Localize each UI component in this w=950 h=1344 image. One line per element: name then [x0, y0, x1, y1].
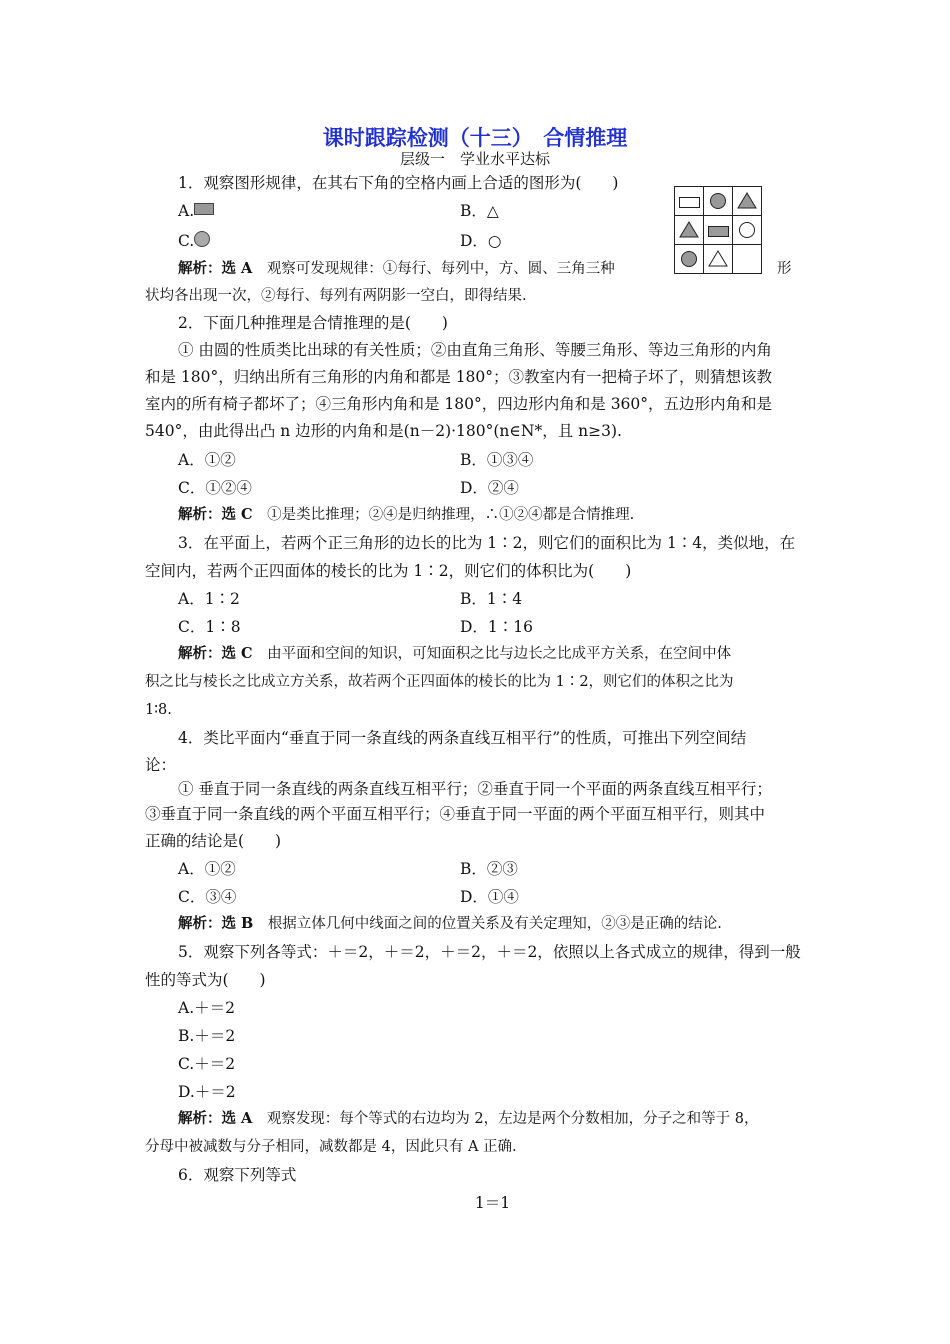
- q3-analysis-line1: [178, 643, 731, 665]
- analysis-text: 观察发现：每个等式的右边均为 2，左边是两个分数相加，分子之和等于 8，: [266, 1111, 759, 1127]
- q3-option-d: D．1∶16: [460, 618, 534, 636]
- q5-line1: 5．观察下列各等式：＋＝2，＋＝2，＋＝2，＋＝2，依照以上各式成立的规律，得到一般: [178, 943, 801, 961]
- q4-line4: ③垂直于同一条直线的两个平面互相平行；④垂直于同一平面的两个平面互相平行，则其中: [145, 805, 766, 823]
- q5-line2: 性的等式为( ): [145, 971, 266, 989]
- grid-cell: [732, 215, 762, 245]
- analysis-label: 解析：选 A: [178, 260, 253, 277]
- q1-option-c: [178, 230, 210, 252]
- grid-cell: [703, 215, 733, 245]
- q2-option-b: B．①③④: [460, 451, 534, 469]
- analysis-text: 观察可发现规律：①每行、每列中，方、圆、三角三种: [266, 261, 615, 277]
- q5-option-b: B.＋＝2: [178, 1027, 236, 1045]
- q1-option-b: B．△: [460, 202, 499, 220]
- pattern-grid-figure: [674, 186, 818, 273]
- page-subtitle: 层级一 学业水平达标: [399, 150, 550, 168]
- q2-line1: ① 由圆的性质类比出球的有关性质；②由直角三角形、等腰三角形、等边三角形的内角: [178, 341, 772, 359]
- q1-option-a-label: A.: [178, 202, 195, 220]
- gray-triangle-icon: [675, 216, 703, 244]
- q4-option-d: D．①④: [460, 888, 519, 906]
- white-triangle-icon: [704, 245, 732, 273]
- page-title: 课时跟踪检测（十三） 合情推理: [322, 126, 628, 150]
- q2-line3: 室内的所有椅子都坏了；④三角形内角和是 180°，四边形内角和是 360°，五边形内角和是: [145, 395, 773, 413]
- q6-stem: 6．观察下列等式: [178, 1166, 297, 1184]
- q3-option-c: C．1∶8: [178, 618, 241, 636]
- q5-analysis-line2: 分母中被减数与分子相同，减数都是 4，因此只有 A 正确.: [145, 1139, 517, 1155]
- grid-cell: [674, 215, 704, 245]
- q3-analysis-line3: 1∶8.: [145, 702, 172, 718]
- q4-line2: 论：: [145, 756, 177, 774]
- q1-analysis-line1-end: 形: [777, 261, 792, 277]
- gray-circle-icon: [194, 231, 210, 247]
- q3-line1: 3．在平面上，若两个正三角形的边长的比为 1∶2，则它们的面积比为 1∶4，类似地，在: [178, 534, 796, 552]
- grid-cell: [674, 186, 704, 216]
- q1-analysis-line1: [178, 258, 615, 280]
- grid-cell: [703, 244, 733, 274]
- gray-rectangle-icon: [708, 226, 729, 237]
- q4-analysis: [178, 913, 722, 935]
- analysis-text: 由平面和空间的知识，可知面积之比与边长之比成平方关系，在空间中体: [267, 646, 732, 662]
- q5-option-c: C.＋＝2: [178, 1055, 236, 1073]
- q5-option-a: A.＋＝2: [178, 999, 235, 1017]
- q4-line3: ① 垂直于同一条直线的两条直线互相平行；②垂直于同一个平面的两条直线互相平行；: [178, 780, 772, 798]
- q2-stem: 2．下面几种推理是合情推理的是( ): [178, 314, 448, 332]
- grid-cell: [732, 186, 762, 216]
- q2-option-a: A．①②: [178, 451, 236, 469]
- q1-option-a: [178, 200, 214, 222]
- q3-analysis-line2: 积之比与棱长之比成立方关系，故若两个正四面体的棱长的比为 1∶2，则它们的体积之比为: [145, 674, 734, 690]
- q2-option-d: D．②④: [460, 479, 519, 497]
- q3-option-a: A．1∶2: [178, 590, 240, 608]
- q3-option-b: B．1∶4: [460, 590, 523, 608]
- grid-cell: [703, 186, 733, 216]
- q5-analysis-line1: [178, 1108, 758, 1130]
- analysis-label: 解析：选 C: [178, 506, 253, 523]
- q1-stem: 1．观察图形规律，在其右下角的空格内画上合适的图形为( ): [178, 174, 619, 192]
- q1-option-c-label: C.: [178, 232, 195, 250]
- gray-circle-icon: [681, 251, 697, 267]
- gray-rectangle-icon: [194, 203, 214, 215]
- q1-analysis-line2: 状均各出现一次，②每行、每列有两阴影一空白，即得结果.: [145, 288, 527, 304]
- analysis-text: ①是类比推理；②④是归纳推理，∴①②④都是合情推理.: [267, 507, 635, 523]
- q2-option-c: C．①②④: [178, 479, 252, 497]
- q4-option-a: A．①②: [178, 860, 236, 878]
- q4-line5: 正确的结论是( ): [145, 832, 282, 850]
- q2-analysis: [178, 504, 634, 526]
- grid-cell: [674, 244, 704, 274]
- analysis-label: 解析：选 C: [178, 645, 253, 662]
- q2-line4: 540°，由此得出凸 n 边形的内角和是(n－2)·180°(n∈N*，且 n≥3).: [145, 422, 622, 440]
- analysis-label: 解析：选 B: [178, 915, 254, 932]
- q4-line1: 4．类比平面内“垂直于同一条直线的两条直线互相平行”的性质，可推出下列空间结: [178, 729, 747, 747]
- q2-line2: 和是 180°，归纳出所有三角形的内角和都是 180°；③教室内有一把椅子坏了，则猜想该教: [145, 368, 773, 386]
- q3-line2: 空间内，若两个正四面体的棱长的比为 1∶2，则它们的体积比为( ): [145, 562, 632, 580]
- analysis-text: 根据立体几何中线面之间的位置关系及有关定理知，②③是正确的结论.: [267, 916, 722, 932]
- grid-cell-empty: [732, 244, 762, 274]
- gray-circle-icon: [710, 193, 726, 209]
- q4-option-c: C．③④: [178, 888, 237, 906]
- white-rectangle-icon: [679, 197, 700, 208]
- q4-option-b: B．②③: [460, 860, 518, 878]
- white-circle-icon: [739, 222, 755, 238]
- q1-option-d: D．○: [460, 232, 502, 250]
- q6-equation: 1＝1: [474, 1194, 511, 1212]
- q5-option-d: D.＋＝2: [178, 1083, 236, 1101]
- analysis-label: 解析：选 A: [178, 1110, 253, 1127]
- gray-triangle-icon: [733, 187, 761, 215]
